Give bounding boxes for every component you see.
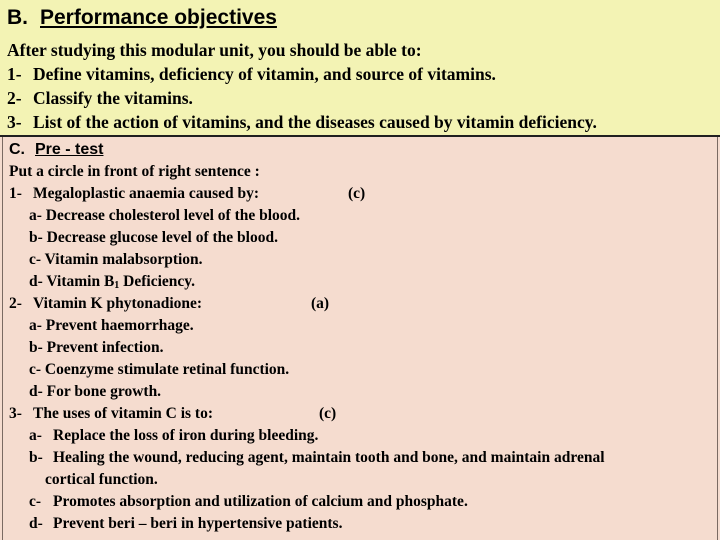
- objective-item: [7, 88, 193, 109]
- option-label: c-: [29, 361, 42, 378]
- question-1: [9, 185, 366, 203]
- option-item: [29, 339, 163, 357]
- section-c-heading: [9, 141, 103, 159]
- question-number: 1-: [9, 185, 22, 202]
- performance-objectives-section: [0, 0, 720, 137]
- option-item: [29, 229, 278, 247]
- option-item: [29, 207, 300, 225]
- option-label: c-: [29, 251, 42, 268]
- option-label: b-: [29, 449, 43, 466]
- objective-item: [7, 64, 496, 85]
- subscript: 1: [114, 280, 120, 291]
- option-label: b-: [29, 229, 43, 246]
- objective-text: List of the action of vitamins, and the diseases caused by vitamin deficiency.: [33, 112, 597, 132]
- left-border-line: [2, 137, 3, 540]
- pre-test-section: [0, 137, 720, 540]
- option-label: b-: [29, 339, 43, 356]
- section-c-title: Pre - test: [35, 141, 104, 158]
- option-item: [29, 317, 194, 335]
- option-item: [29, 493, 468, 511]
- objective-number: 3-: [7, 112, 22, 132]
- question-answer: (c): [319, 405, 337, 422]
- option-item: [29, 449, 605, 467]
- question-answer: (c): [348, 185, 366, 202]
- question-number: 3-: [9, 405, 22, 422]
- question-number: 2-: [9, 295, 22, 312]
- option-text: Prevent beri – beri in hypertensive patients.: [53, 515, 343, 532]
- option-item: [29, 251, 203, 269]
- question-3: [9, 405, 337, 423]
- section-c-letter: C.: [9, 141, 25, 158]
- option-item: [29, 515, 342, 533]
- option-label: a-: [29, 317, 42, 334]
- option-text: Prevent infection.: [46, 339, 164, 356]
- section-b-title: Performance objectives: [40, 6, 277, 29]
- objective-text: Classify the vitamins.: [33, 88, 193, 108]
- option-label: d-: [29, 273, 43, 290]
- option-item: [29, 273, 195, 291]
- pre-test-instruction: Put a circle in front of right sentence :: [9, 163, 260, 180]
- option-text: Healing the wound, reducing agent, maintain tooth and bone, and maintain adrenal: [53, 449, 605, 466]
- option-item: [29, 427, 318, 445]
- objective-number: 1-: [7, 64, 22, 84]
- option-text: Promotes absorption and utilization of calcium and phosphate.: [53, 493, 468, 510]
- option-text: For bone growth.: [46, 383, 162, 400]
- objective-item: [7, 112, 597, 133]
- option-item: [29, 361, 289, 379]
- option-text: Replace the loss of iron during bleeding.: [53, 427, 319, 444]
- option-text: Coenzyme stimulate retinal function.: [44, 361, 290, 378]
- objective-number: 2-: [7, 88, 22, 108]
- option-text: Decrease glucose level of the blood.: [46, 229, 278, 246]
- option-label: a-: [29, 427, 42, 444]
- option-item: [29, 383, 161, 401]
- option-text: Vitamin B: [46, 273, 115, 290]
- objectives-intro: After studying this modular unit, you should be able to:: [7, 40, 422, 60]
- question-2: [9, 295, 330, 313]
- question-text: Vitamin K phytonadione:: [33, 295, 203, 312]
- objective-text: Define vitamins, deficiency of vitamin, and source of vitamins.: [33, 64, 496, 84]
- option-label: a-: [29, 207, 42, 224]
- option-continuation: cortical function.: [45, 471, 158, 488]
- option-label: c-: [29, 493, 42, 510]
- option-label: d-: [29, 515, 43, 532]
- option-label: d-: [29, 383, 43, 400]
- option-text: Vitamin malabsorption.: [44, 251, 203, 268]
- right-border-line: [717, 137, 718, 540]
- question-answer: (a): [311, 295, 330, 312]
- question-text: Megaloplastic anaemia caused by:: [33, 185, 260, 202]
- section-b-letter: B.: [7, 6, 28, 29]
- question-text: The uses of vitamin C is to:: [33, 405, 213, 422]
- section-b-heading: [7, 6, 277, 30]
- option-text: Prevent haemorrhage.: [45, 317, 194, 334]
- option-text-tail: Deficiency.: [119, 273, 196, 290]
- option-text: Decrease cholesterol level of the blood.: [45, 207, 301, 224]
